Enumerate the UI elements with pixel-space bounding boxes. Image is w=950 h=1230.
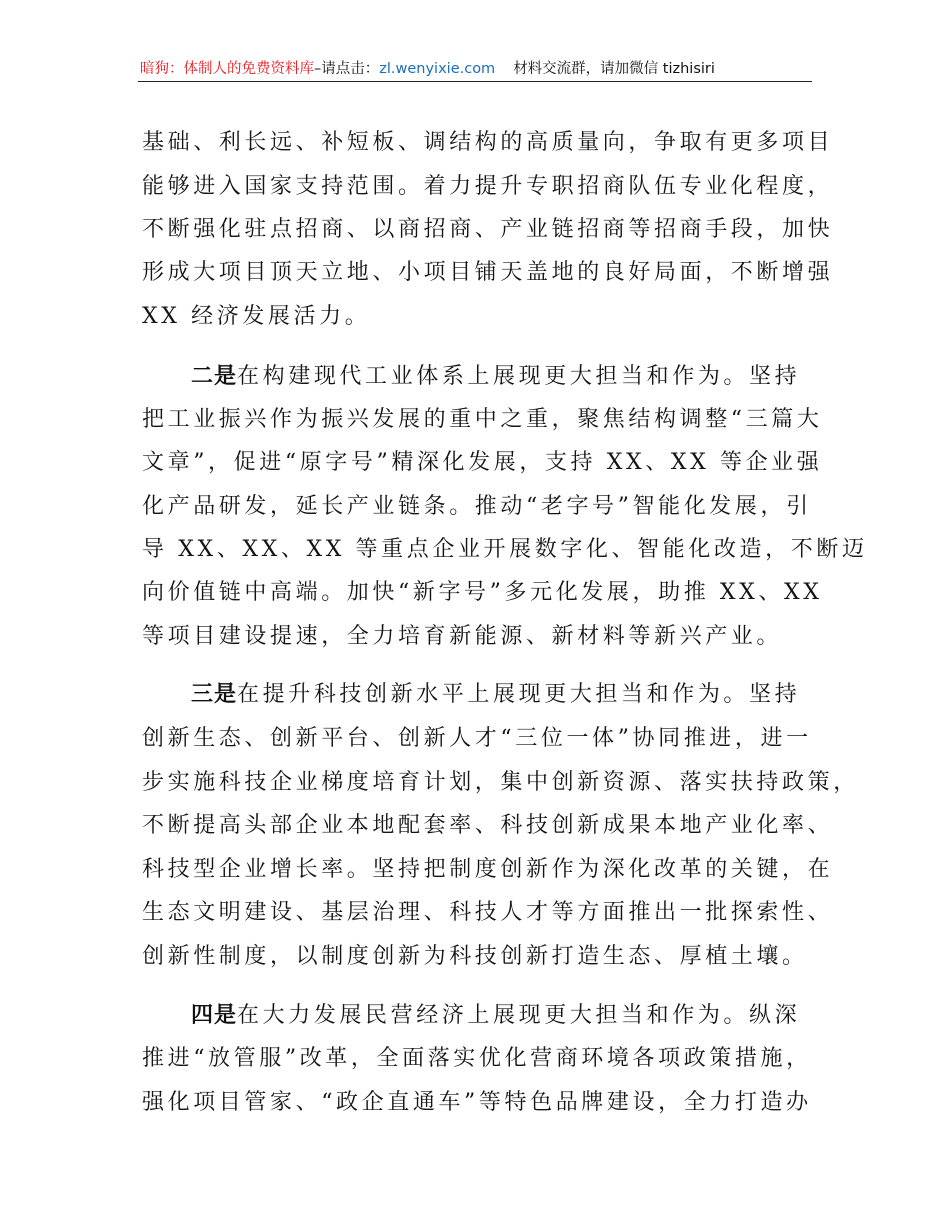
header-brand: 暗狗：体制人的免费资料库 [140,61,314,77]
body-line: 向价值链中高端。加快“新字号”多元化发展，助推 XX、XX [142,580,823,605]
header-group-note: 材料交流群，请加微信 tizhisiri [513,61,715,77]
header-url-link[interactable]: zl.wenyixie.com [379,61,496,77]
body-line: XX 经济发展活力。 [142,304,371,329]
paragraph-lead: 二是 [191,364,238,389]
body-line: 形成大项目顶天立地、小项目铺天盖地的良好局面，不断增强 [142,260,834,285]
header-divider [138,81,812,82]
paragraph-3-first-line: 三是在提升科技创新水平上展现更大担当和作为。坚持 [191,682,801,707]
body-line: 强化项目管家、“政企直通车”等特色品牌建设，全力打造办 [142,1090,812,1115]
body-line: 基础、利长远、补短板、调结构的高质量向，争取有更多项目 [142,130,834,155]
header-click-prompt: –请点击： [314,61,380,77]
body-line: 把工业振兴作为振兴发展的重中之重，聚焦结构调整“三篇大 [142,407,823,432]
page-header [140,58,812,80]
body-line: 不断强化驻点招商、以商招商、产业链招商等招商手段，加快 [142,217,834,242]
body-line: 文章”，促进“原字号”精深化发展，支持 XX、XX 等企业强 [142,450,823,475]
body-line: 科技型企业增长率。坚持把制度创新作为深化改革的关键，在 [142,857,834,882]
paragraph-lead: 三是 [191,682,238,707]
paragraph-4-first-line: 四是在大力发展民营经济上展现更大担当和作为。纵深 [191,1003,801,1028]
body-line: 不断提高头部企业本地配套率、科技创新成果本地产业化率、 [142,813,834,838]
body-line: 能够进入国家支持范围。着力提升专职招商队伍专业化程度， [142,174,834,199]
body-line: 生态文明建设、基层治理、科技人才等方面推出一批探索性、 [142,900,834,925]
body-line: 推进“放管服”改革，全面落实优化营商环境各项政策措施， [142,1046,812,1071]
body-line: 创新性制度，以制度创新为科技创新打造生态、厚植土壤。 [142,944,808,969]
paragraph-lead: 四是 [191,1003,238,1028]
paragraph-2-first-line: 二是在构建现代工业体系上展现更大担当和作为。坚持 [191,364,801,389]
body-line: 等项目建设提速，全力培育新能源、新材料等新兴产业。 [142,624,783,649]
body-line: 步实施科技企业梯度培育计划，集中创新资源、落实扶持政策， [142,770,859,795]
body-line: 化产品研发，延长产业链条。推动“老字号”智能化发展，引 [142,494,812,519]
body-line: 创新生态、创新平台、创新人才“三位一体”协同推进，进一 [142,726,812,751]
body-line: 导 XX、XX、XX 等重点企业开展数字化、智能化改造，不断迈 [142,537,868,562]
